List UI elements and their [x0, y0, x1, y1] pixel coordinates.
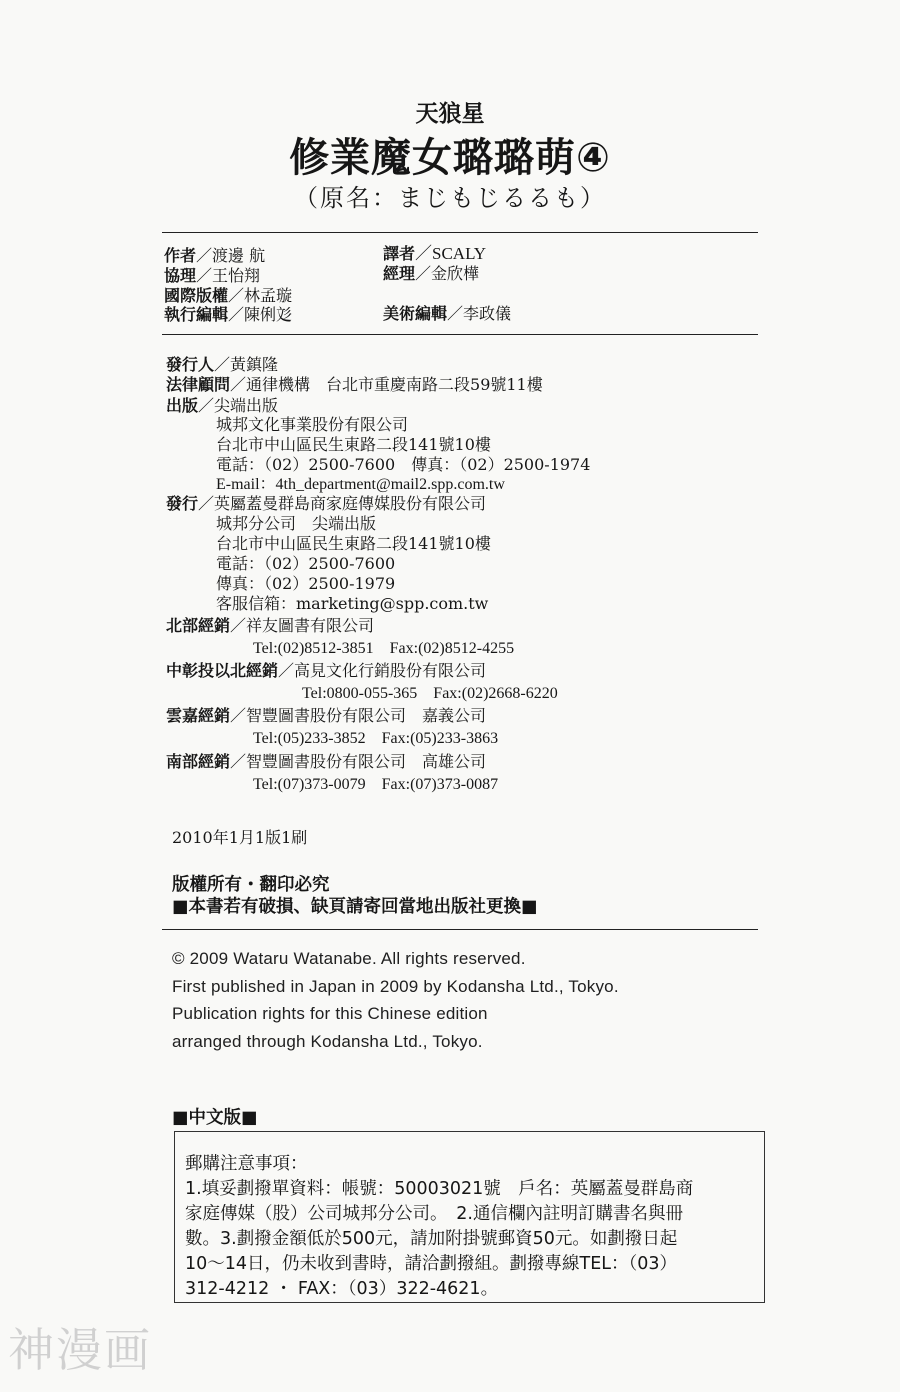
yunjia-dealer-label: 雲嘉經銷: [166, 706, 231, 725]
credit-value: ／SCALY: [415, 244, 487, 263]
legal-value: ／通律機構 台北市重慶南路二段59號11樓: [230, 375, 543, 394]
credit-value: ／林孟璇: [228, 286, 293, 305]
distributor-label: 發行: [166, 494, 199, 513]
copyright-line: arranged through Kodansha Ltd., Tokyo.: [172, 1031, 483, 1051]
central-dealer-line: [166, 658, 486, 681]
south-dealer-line: [166, 749, 486, 772]
distributor-phone: 電話：（02）2500-7600: [216, 554, 396, 573]
issuer-value: ／黃鎮隆: [214, 355, 279, 374]
divider-credits: [162, 334, 758, 335]
press-phone-fax: 電話：（02）2500-7600 傳真：（02）2500-1974: [216, 455, 591, 474]
credit-associate-manager: [164, 266, 260, 286]
press-company: 城邦文化事業股份有限公司: [216, 415, 409, 434]
central-dealer-label: 中彰投以北經銷: [166, 661, 279, 680]
credit-label: 美術編輯: [383, 304, 448, 323]
mail-order-notice-box: [174, 1131, 765, 1303]
notice-title: 郵購注意事項：: [185, 1154, 308, 1174]
copyright-line: First published in Japan in 2009 by Kodansha Ltd., Tokyo.: [172, 976, 619, 996]
notice-line: 數。3.劃撥金額低於500元，請加附掛號郵資50元。如劃撥日起: [185, 1229, 678, 1249]
credit-value: ／金欣樺: [415, 264, 480, 283]
press-address: 台北市中山區民生東路二段141號10樓: [216, 435, 491, 454]
divider-copyright: [162, 929, 758, 930]
credit-manager: [383, 264, 479, 284]
edition-date: 2010年1月1版1刷: [172, 828, 308, 847]
yunjia-dealer-line: [166, 703, 486, 726]
press-value: ／尖端出版: [198, 396, 279, 415]
credit-label: 譯者: [383, 244, 416, 263]
south-dealer-value: ／智豐圖書股份有限公司 高雄公司: [230, 752, 487, 771]
distributor-address: 台北市中山區民生東路二段141號10樓: [216, 534, 491, 553]
press-label: 出版: [166, 396, 199, 415]
credit-translator: [383, 244, 486, 264]
credit-value: ／陳俐彣: [228, 305, 293, 324]
credit-executive-editor: [164, 305, 292, 325]
north-dealer-line: [166, 613, 374, 636]
divider-top: [162, 232, 758, 233]
distributor-value: ／英屬蓋曼群島商家庭傳媒股份有限公司: [198, 494, 487, 513]
credit-label: 執行編輯: [164, 305, 229, 324]
notice-line: 312-4212 ・ FAX：（03）322-4621。: [185, 1279, 499, 1299]
legal-label: 法律顧問: [166, 375, 231, 394]
south-dealer-tel: Tel:(07)373-0079 Fax:(07)373-0087: [253, 776, 499, 793]
credit-value: ／李政儀: [447, 304, 512, 323]
central-dealer-tel: Tel:0800-055-365 Fax:(02)2668-6220: [302, 685, 558, 702]
legal-line: [166, 372, 543, 395]
credit-label: 作者: [164, 246, 197, 265]
yunjia-dealer-tel: Tel:(05)233-3852 Fax:(05)233-3863: [253, 730, 499, 747]
distributor-service-email: 客服信箱：marketing@spp.com.tw: [216, 594, 489, 613]
press-email: E-mail：4th_department@mail2.spp.com.tw: [216, 476, 505, 493]
copyright-line: Publication rights for this Chinese edition: [172, 1004, 488, 1023]
rights-reserved: 版權所有・翻印必究: [172, 875, 330, 895]
series-name: 天狼星: [415, 101, 485, 127]
north-dealer-value: ／祥友圖書有限公司: [230, 616, 375, 635]
credit-author: [164, 246, 265, 266]
distributor-fax: 傳真：（02）2500-1979: [216, 574, 396, 593]
book-title: 修業魔女璐璐萌④: [289, 135, 611, 181]
distributor-branch: 城邦分公司 尖端出版: [216, 514, 377, 533]
credit-value: ／渡邊 航: [196, 246, 266, 265]
credit-value: ／王怡翔: [196, 266, 261, 285]
credit-label: 經理: [383, 264, 416, 283]
site-watermark: 神漫画: [8, 1323, 152, 1377]
credit-art-editor: [383, 304, 511, 324]
north-dealer-label: 北部經銷: [166, 616, 231, 635]
notice-line: 家庭傳媒（股）公司城邦分公司。 2.通信欄內註明訂購書名與冊: [185, 1204, 683, 1224]
issuer-label: 發行人: [166, 355, 215, 374]
credit-intl-rights: [164, 286, 292, 306]
copyright-line: © 2009 Wataru Watanabe. All rights reserved.: [172, 949, 526, 968]
notice-line: 1.填妥劃撥單資料：帳號：50003021號 戶名：英屬蓋曼群島商: [185, 1179, 694, 1199]
north-dealer-tel: Tel:(02)8512-3851 Fax:(02)8512-4255: [253, 640, 515, 657]
yunjia-dealer-value: ／智豐圖書股份有限公司 嘉義公司: [230, 706, 487, 725]
credit-label: 國際版權: [164, 286, 229, 305]
credit-label: 協理: [164, 266, 197, 285]
chinese-edition-heading: ■中文版■: [172, 1108, 258, 1128]
central-dealer-value: ／高見文化行銷股份有限公司: [278, 661, 487, 680]
notice-line: 10～14日，仍未收到書時，請洽劃撥組。劃撥專線TEL：（03）: [185, 1254, 678, 1274]
copyright-block: [172, 945, 619, 1055]
south-dealer-label: 南部經銷: [166, 752, 231, 771]
damage-return-notice: ■本書若有破損、缺頁請寄回當地出版社更換■: [172, 897, 538, 917]
original-title: （原名：まじもじるるも）: [294, 184, 606, 212]
